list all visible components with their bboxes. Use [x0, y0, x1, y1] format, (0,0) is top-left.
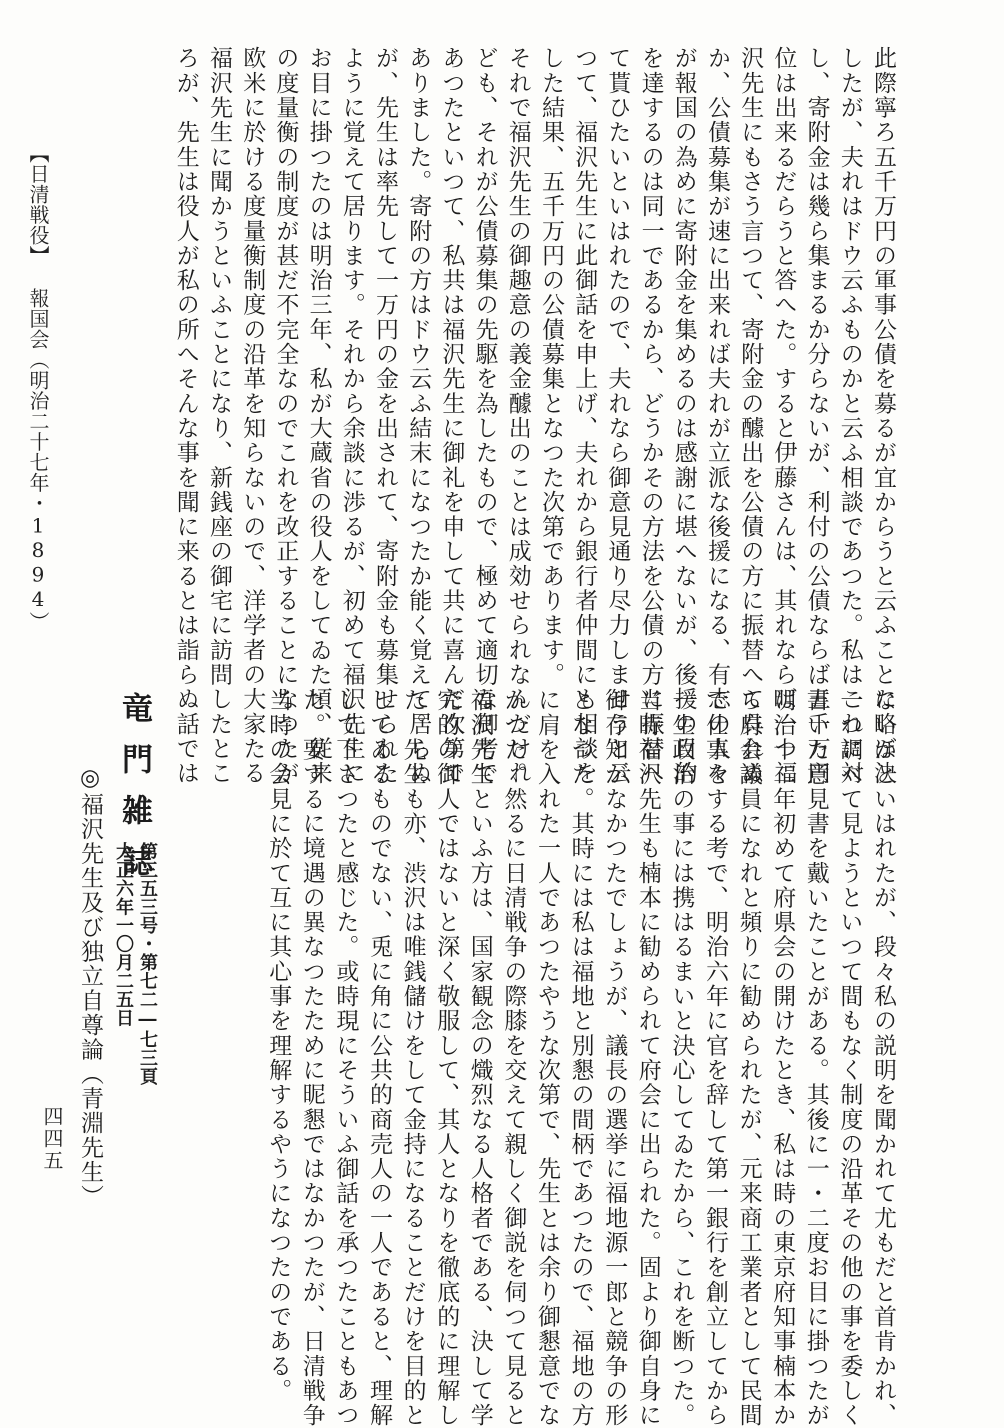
essay-title: ◎福沢先生及び独立自尊論（青淵先生） — [77, 765, 103, 1209]
text-column: かつた。然るに日清戦争の際膝を交えて親しく御説を伺つて見ると — [500, 688, 527, 1428]
text-column: それで福沢先生の御趣意の義金醵出のことは成効せられなんだけれ — [504, 46, 531, 786]
text-column: て貰ひたいといはれたので、夫れなら御意見通り尽力しませうと云 — [604, 46, 631, 786]
text-column: 御存知がなかつたでしょうが、議長の選挙に福地源一郎と競争の形 — [601, 688, 628, 1428]
chapter-header — [28, 143, 48, 632]
text-column: か、公債募集が速に出来れば夫れが立派な後援になる、有志の人々 — [704, 46, 730, 786]
text-column: 福沢先生に聞かうといふことになり、新銭座の御宅に訪問したとこ — [206, 46, 232, 786]
text-column: を達するのは同一であるから、どうかその方法を公債の方に振替へ — [637, 46, 664, 786]
text-column: に肩を入れた一人であつたやうな次第で、先生とは余り御懇意でな — [534, 688, 560, 1428]
text-column: してゐるものでない、兎に角に公共的商売人の一人であると、理解 — [366, 688, 392, 1428]
text-column: ら府会議員になれと頻りに勧められたが、元来商工業者として民間 — [735, 688, 762, 1428]
text-column: 一つ調べて見ようといつて間もなく制度の沿革その他の事を委しく — [836, 688, 863, 1428]
text-column: 当時福沢先生も楠本に勧められて府会に出られた。固より御自身に — [634, 688, 661, 1428]
text-column: 一生政治の事には携はるまいと決心してゐたから、これを断つた。 — [668, 688, 695, 1428]
source-meta — [108, 842, 162, 1142]
text-column: 沢先生にもさう言つて、寄附金の醵出を公債の方に振替へて呉れぬ — [737, 46, 764, 786]
section-label: 【日清戦役】 — [26, 143, 50, 266]
text-column: た。要するに境遇の異なつたために昵懇ではなかつたが、日清戦争 — [298, 688, 325, 1428]
article-label: 報国会 — [26, 288, 50, 350]
text-column: となつた。其時には私は福地と別懇の間柄であつたので、福地の方 — [567, 688, 594, 1428]
era-label: （明治二十七年・1894） — [26, 349, 50, 632]
text-column: 当時の会見に於て互に其心事を理解するやうになつたのである。 — [265, 688, 292, 1403]
text-column: あつたといつて、私共は福沢先生に御礼を申して共に喜んだ次第で — [438, 46, 465, 786]
source-issue: 第三五三号・第七二―七三頁 — [137, 842, 158, 1086]
text-column: ないかといはれたが、段々私の説明を聞かれて尤もだと首肯かれ、 — [870, 688, 896, 1428]
text-column: が、先生は率先して一万円の金を出されて、寄附金も募集せられた — [372, 46, 398, 786]
source-date: 大正六年一〇月二五日 — [113, 842, 134, 1027]
text-column: た。先生も亦、渋沢は唯銭儲けをして金持になることだけを目的と — [399, 688, 426, 1428]
text-column: したが、夫れはドウ云ふものかと云ふ相談であつた。私はこれに対 — [836, 46, 863, 786]
text-column: 書いた意見書を戴いたことがある。其後に一・二度お目に掛つたが — [802, 688, 829, 1428]
text-column: ども、それが公債募集の先駆を為したもので、極めて適切な御考で — [471, 46, 498, 786]
text-column: つて、福沢先生に此御話を申上げ、夫れから銀行者仲間にも相談を — [571, 46, 598, 786]
source-title: 竜門雑誌 — [116, 692, 152, 896]
text-column: 位は出来るだらうと答へた。すると伊藤さんは、其れならば一つ福 — [770, 46, 797, 786]
text-column: が報国の為めに寄附金を集めるのは感謝に堪へないが、後援の目的 — [670, 46, 697, 786]
text-column: の度量衡の制度が甚だ不完全なのでこれを改正することになつたが — [272, 46, 299, 786]
text-column: 明治十二年初めて府県会の開けたとき、私は時の東京府知事楠本か — [769, 688, 796, 1428]
text-column: 欧米に於ける度量衡制度の沿革を知らないので、洋学者の大家たる — [239, 46, 266, 786]
text-column: して下さつたと感じた。或時現にそういふ御話を承つたこともあつ — [332, 688, 359, 1428]
text-column: ろが、先生は役人が私の所へそんな事を聞に来るとは詣らぬ話では — [172, 46, 199, 786]
text-column: し、寄附金は幾ら集まるか分らないが、利付の公債ならば五千万円 — [803, 46, 830, 786]
text-column: ように覚えて居ります。それから余談に渉るが、初めて福沢先生に — [338, 46, 365, 786]
text-column: 究的の御人ではないと深く敬服して、其人となりを徹底的に理解し — [433, 688, 460, 1428]
text-column: で仕事をする考で、明治六年に官を辞して第一銀行を創立してから — [702, 688, 728, 1428]
text-column: お目に掛つたのは明治三年、私が大蔵省の役人をしてゐた頃、従来 — [305, 46, 332, 786]
page-number: 四四五 — [40, 1106, 64, 1172]
text-column: 福沢先生といふ方は、国家観念の熾烈なる人格者である、決して学 — [466, 688, 493, 1428]
text-column: した結果、五千万円の公債募集となつた次第であります。 — [538, 46, 564, 687]
text-column: 此際寧ろ五千万円の軍事公債を募るが宜からうと云ふことに略ぼ決 — [870, 46, 896, 786]
text-column: ありました。寄附の方はドウ云ふ結末になつたか能く覚えて居らぬ — [405, 46, 432, 786]
